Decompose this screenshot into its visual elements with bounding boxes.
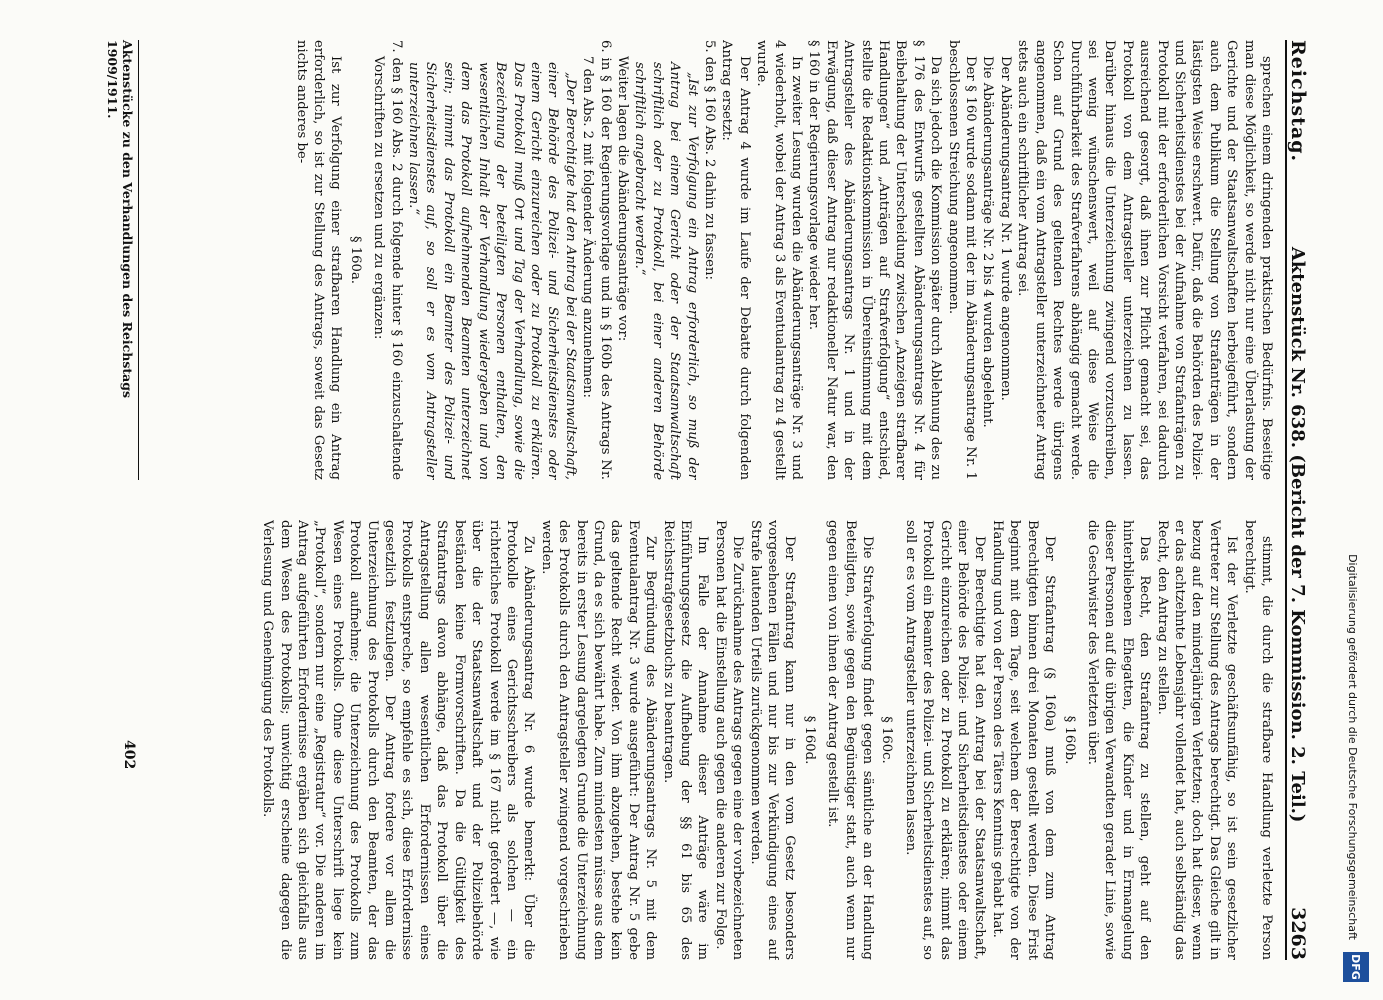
- digitization-notice: Digitalisierung gefördert durch die Deutsche Forschungsgemeinschaft: [1346, 554, 1359, 940]
- left-column-paragraph: Weiter lagen die Abänderungsanträge vor:: [614, 56, 630, 342]
- left-column-paragraph: Ist zur Verfolgung einer strafbaren Handlung ein Antrag erforderlich, so ist zur Stellung des Antrags, soweit das Gesetz nichts anderes be-: [293, 40, 344, 480]
- left-column-paragraph: „Ist zur Verfolgung ein Antrag erforderlich, so muß der Antrag bei einem Gericht oder der Staatsanwaltschaft schriftlich oder zu Protokoll, bei einer anderen Behörde schriftlich angebracht werden.“: [632, 62, 700, 480]
- right-column-paragraph: stimmt, die durch die strafbare Handlung verletzte Person berechtigt.: [1241, 520, 1274, 960]
- left-column-paragraph: sprechen einem dringenden praktischen Bedürfnis. Beseitige man diese Möglichkeit, so werde nicht nur eine Überlastung der Gerichte und der Staatsanwaltschaften herbeigeführt, sondern auch dem Publikum die Stellung von Strafanträgen in der lästigsten Weise erschwert. Dafür, daß die Behörden des Polizei- und Sicherheitsdienstes bei der Aufnahme von Strafanträgen zu Protokoll mit der erforderlichen Vorsicht verfahren, sei dadurch ausreichend gesorgt, daß ihnen zur Pflicht gemacht sei, das Protokoll von dem Antragsteller unterzeichnen zu lassen. Darüber hinaus die Unterzeichnung zwingend vorzuschreiben, sei wenig wünschenswert, weil auf diese Weise die Durchführbarkeit des Strafverfahrens abhängig gemacht werde. Schon auf Grund des geltenden Rechtes werde übrigens angenommen, daß ein vom Antragsteller unterzeichneter Antrag stets auch ein schriftlicher Antrag sei.: [1015, 40, 1274, 480]
- document-body: [93, 40, 1323, 960]
- left-column-paragraph: 6. in § 160 der Regierungsvorlage und in § 160b des Antrags Nr. 7 den Abs. 2 mit folgender Änderung anzunehmen:: [580, 40, 613, 480]
- left-column-paragraph: Die Abänderungsanträge Nr. 2 bis 4 wurden abgelehnt.: [980, 56, 996, 428]
- right-column-paragraph: Das Recht, den Strafantrag zu stellen, geht auf den hinterbliebenen Ehegatten, die Kinder und in Ermangelung dieser Personen auf die übrigen Verwandten gerader Linie, sowie die Geschwister des Verletzten über.: [1084, 520, 1153, 960]
- section-heading: § 160b.: [1061, 715, 1077, 765]
- digitization-bar: [1327, 0, 1383, 1000]
- left-column-paragraph: Da sich jedoch die Kommission später durch Ablehnung des zu § 176 des Entwurfs gestellten Abänderungsantrags Nr. 4 für Beibehaltung der Unterscheidung zwischen „Anzeigen strafbarer Handlungen“ und „Anträgen auf Strafverfolgung“ entschied, stellte die Redaktionskommission in Übereinstimmung mit dem Antragsteller des Abänderungsantrags Nr. 1 und in der Erwägung, daß dieser Antrag nur redaktioneller Natur war, den § 160 in der Regierungsvorlage wieder her.: [806, 40, 944, 480]
- header-page-number: 3263: [1287, 907, 1309, 960]
- left-column-paragraph: In zweiter Lesung wurden die Abänderungsanträge Nr. 3 und 4 wiederholt, wobei der Antrag 3 als Eventualantrag zu 4 gestellt wurde.: [754, 40, 805, 480]
- running-header: [1285, 40, 1323, 960]
- right-column-paragraph: Der Strafantrag kann nur in den vom Gesetz besonders vorgesehenen Fällen und nur bis zur Verkündigung eines auf Strafe lautenden Urteils zurückgenommen werden.: [747, 520, 798, 960]
- right-column-paragraph: Die Strafverfolgung findet gegen sämtliche an der Handlung Beteiligten, sowie gegen den Begünstiger statt, auch wenn nur gegen einen von ihnen der Antrag gestellt ist.: [825, 520, 876, 960]
- header-left: Reichstag.: [1287, 40, 1309, 163]
- left-column: [145, 40, 1275, 480]
- left-column-paragraph: „Der Berechtigte hat den Antrag bei der Staatsanwaltschaft, einer Behörde des Polizei- und Sicherheitsdienstes oder einem Gericht einzureichen oder zu Protokoll zu erklären. Das Protokoll muß Ort und Tag der Verhandlung, sowie die Bezeichnung der beteiligten Personen enthalten, den wesentlichen Inhalt der Verhandlung wiedergeben und von dem das Protokoll aufnehmenden Beamten unterzeichnet sein; nimmt das Protokoll ein Beamter des Polizei- und Sicherheitsdienstes auf, so soll er es vom Antragsteller unterzeichnen lassen.“: [406, 62, 578, 480]
- dfg-logo: DFG: [1343, 952, 1369, 982]
- left-column-paragraph: 7. den § 160 Abs. 2 durch folgende hinter § 160 einzuschaltende Vorschriften zu ersetzen und zu ergänzen:: [371, 40, 404, 480]
- left-column-paragraph: Der § 160 wurde sodann mit der im Abänderungsantrage Nr. 1 beschlossenen Streichung angenommen.: [945, 40, 979, 480]
- left-column-paragraph: Der Antrag 4 wurde im Laufe der Debatte durch folgenden Antrag ersetzt:: [719, 40, 752, 480]
- left-column-paragraph: 5. den § 160 Abs. 2 dahin zu fassen:: [702, 40, 717, 280]
- right-column-paragraph: Zur Begründung des Abänderungsantrags Nr. 5 mit dem Eventualantrag Nr. 3 wurde ausgeführt: Der Antrag Nr. 5 gebe das geltende Recht wieder. Von ihm abzugehen, bestehe kein Grund, da es sich bewährt habe. Zum mindesten müsse aus dem bereits in erster Lesung dargelegten Grunde die Unterzeichnung des Protokolls durch den Antragsteller zwingend vorgeschrieben werden.: [538, 520, 659, 960]
- right-column-paragraph: Der Berechtigte hat den Antrag bei der Staatsanwaltschaft, einer Behörde des Polizei- und Sicherheitsdienstes oder einem Gericht einzureichen oder zu Protokoll zu erklären; nimmt das Protokoll ein Beamter des Polizei- und Sicherheitsdienstes auf, so soll er es vom Antragsteller unterzeichnen lassen.: [902, 520, 988, 960]
- right-column-paragraph: Der Strafantrag (§ 160a) muß von dem zum Antrag Berechtigten binnen drei Monaten gestellt werden. Diese Frist beginnt mit dem Tage, seit welchem der Berechtigte von der Handlung und von der Person des Täters Kenntnis gehabt hat.: [989, 520, 1058, 960]
- section-heading: § 160a.: [347, 235, 363, 284]
- right-column: [145, 520, 1275, 960]
- section-heading: § 160c.: [879, 716, 895, 764]
- header-center: Aktenstück Nr. 638. (Bericht der 7. Kommission. 2. Teil.): [1287, 246, 1308, 823]
- right-column-paragraph: Die Zurücknahme des Antrags gegen eine der vorbezeichneten Personen hat die Einstellung auch gegen die anderen zur Folge.: [712, 520, 746, 960]
- right-column-paragraph: Zu Abänderungsantrag Nr. 6 wurde bemerkt: Über die Protokolle eines Gerichtsschreibers als solchen — ein richterliches Protokoll werde im § 167 nicht gefordert —, wie über die der Staatsanwaltschaft und der Polizeibehörde beständen keine Formvorschriften. Da die Gültigkeit des Strafantrags davon abhänge, daß das Protokoll über die Antragstellung allen wesentlichen Erfordernissen eines Protokolls entspreche, so empfehle es sich, diese Erfordernisse gesetzlich festzulegen. Der Antrag fordere vor allem die Unterzeichnung des Protokolls durch den Beamten, der das Protokoll aufnehme; die Unterzeichnung des Protokolls zum Wesen eines Protokolls. Ohne diese Unterschrift liege kein „Protokoll“, sondern nur eine „Registratur“ vor. Die anderen im Antrag aufgeführten Erfordernisse ergäben sich gleichfalls aus dem Wesen des Protokolls; unwichtig erscheine dagegen die Verlesung und Genehmigung des Protokolls.: [260, 520, 537, 960]
- section-heading: § 160d.: [801, 715, 817, 765]
- left-column-paragraph: Der Abänderungsantrag Nr. 1 wurde angenommen.: [997, 56, 1013, 401]
- right-column-paragraph: Ist der Verletzte geschäftsunfähig, so ist sein gesetzlicher Vertreter zur Stellung des Antrags berechtigt. Das Gleiche gilt in bezug auf den minderjährigen Verletzten; doch hat dieser, wenn er das achtzehnte Lebensjahr vollendet hat, auch selbständig das Recht, den Antrag zu stellen.: [1154, 520, 1240, 960]
- footnote: Aktenstücke zu den Verhandlungen des Reichstags 1909/1911.: [105, 40, 139, 480]
- right-column-paragraph: Im Falle der Annahme dieser Anträge wäre im Einführungsgesetz die Aufhebung der §§ 61 bis 65 des Reichsstrafgesetzbuchs zu beantragen.: [660, 520, 711, 960]
- sheet-number: 402: [121, 740, 137, 770]
